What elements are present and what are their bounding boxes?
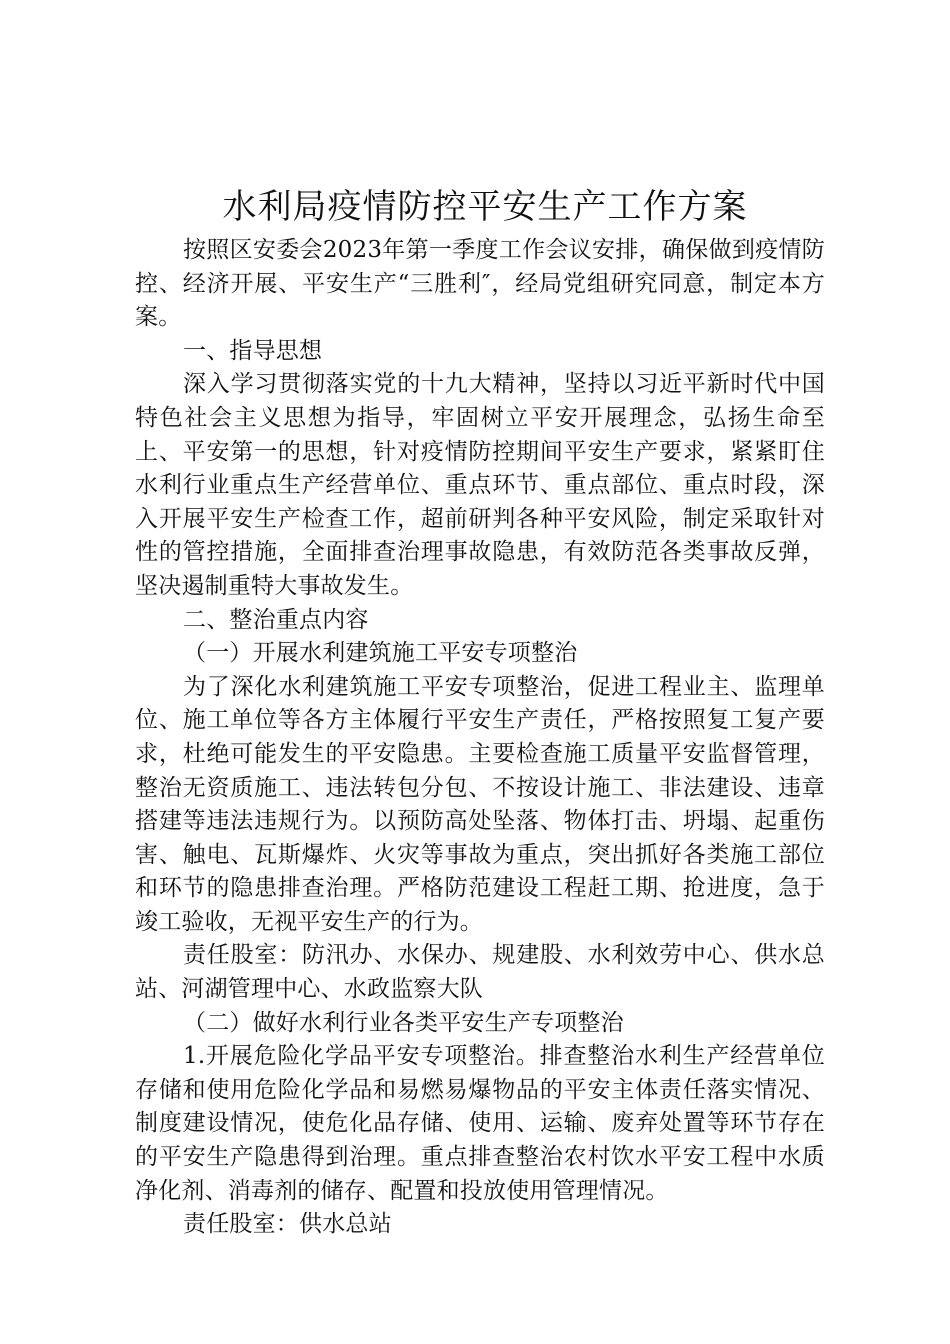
section-heading-key-content: 二、整治重点内容 bbox=[183, 606, 369, 633]
document-title: 水利局疫情防控平安生产工作方案 bbox=[222, 187, 748, 227]
guiding-thought-paragraph: 深入学习贯彻落实党的十九大精神，坚持以习近平新时代中国特色社会主义思想为指导，牢固树立平安开展理念，弘扬生命至上、平安第一的思想，针对疫情防控期间平安生产要求，紧紧盯住水利行业重点生产经营单位、重点环节、重点部位、重点时段，深入开展平安生产检查工作，超前研判各种平安风险，制定采取针对性的管控措施，全面排查治理事故隐患，有效防范各类事故反弹，坚决遏制重特大事故发生。 bbox=[135, 371, 825, 599]
document-page bbox=[135, 180, 825, 1242]
responsible-departments-2: 责任股室：供水总站 bbox=[183, 1211, 392, 1238]
subsection-heading-construction: （一）开展水利建筑施工平安专项整治 bbox=[183, 640, 578, 667]
hazardous-chemicals-paragraph: 1.开展危险化学品平安专项整治。排查整治水利生产经营单位存储和使用危险化学品和易燃易爆物品的平安主体责任落实情况、制度建设情况，使危化品存储、使用、运输、废弃处置等环节存在的平安生产隐患得到治理。重点排查整治农村饮水平安工程中水质净化剂、消毒剂的储存、配置和投放使用管理情况。 bbox=[135, 1043, 825, 1204]
section-heading-guiding-thought: 一、指导思想 bbox=[183, 337, 323, 364]
responsible-departments-1: 责任股室：防汛办、水保办、规建股、水利效劳中心、供水总站、河湖管理中心、水政监察大队 bbox=[135, 942, 825, 1003]
construction-paragraph: 为了深化水利建筑施工平安专项整治，促进工程业主、监理单位、施工单位等各方主体履行平安生产责任，严格按照复工复产要求，杜绝可能发生的平安隐患。主要检查施工质量平安监督管理，整治无资质施工、违法转包分包、不按设计施工、非法建设、违章搭建等违法违规行为。以预防高处坠落、物体打击、坍塌、起重伤害、触电、瓦斯爆炸、火灾等事故为重点，突出抓好各类施工部位和环节的隐患排查治理。严格防范建设工程赶工期、抢进度，急于竣工验收，无视平安生产的行为。 bbox=[135, 673, 825, 935]
intro-paragraph: 按照区安委会2023年第一季度工作会议安排，确保做到疫情防控、经济开展、平安生产“三胜利″，经局党组研究同意，制定本方案。 bbox=[135, 237, 825, 331]
subsection-heading-industry: （二）做好水利行业各类平安生产专项整治 bbox=[183, 1009, 624, 1036]
